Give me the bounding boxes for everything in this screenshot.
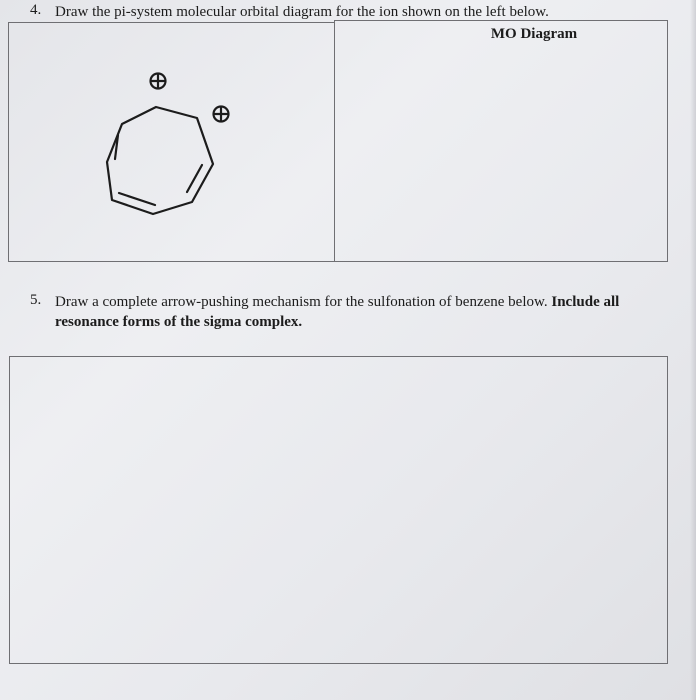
cyclooctatetraene-dication-icon: [95, 62, 245, 222]
question-4-number: 4.: [30, 2, 42, 18]
mechanism-answer-box[interactable]: [9, 356, 668, 664]
mo-diagram-label: MO Diagram: [490, 26, 578, 42]
mo-diagram-box[interactable]: [334, 20, 668, 262]
page-edge-shadow: [690, 0, 696, 700]
question-5-prompt: [55, 292, 665, 332]
question-5-prompt-regular: Draw a complete arrow-pushing mechanism for the sulfonation of benzene below.: [55, 294, 548, 310]
question-4-prompt: Draw the pi-system molecular orbital diagram for the ion shown on the left below.: [55, 4, 549, 20]
question-5-number: 5.: [30, 292, 42, 308]
question-5-prompt-bold: Include all resonance forms of the sigma complex.: [55, 294, 620, 330]
